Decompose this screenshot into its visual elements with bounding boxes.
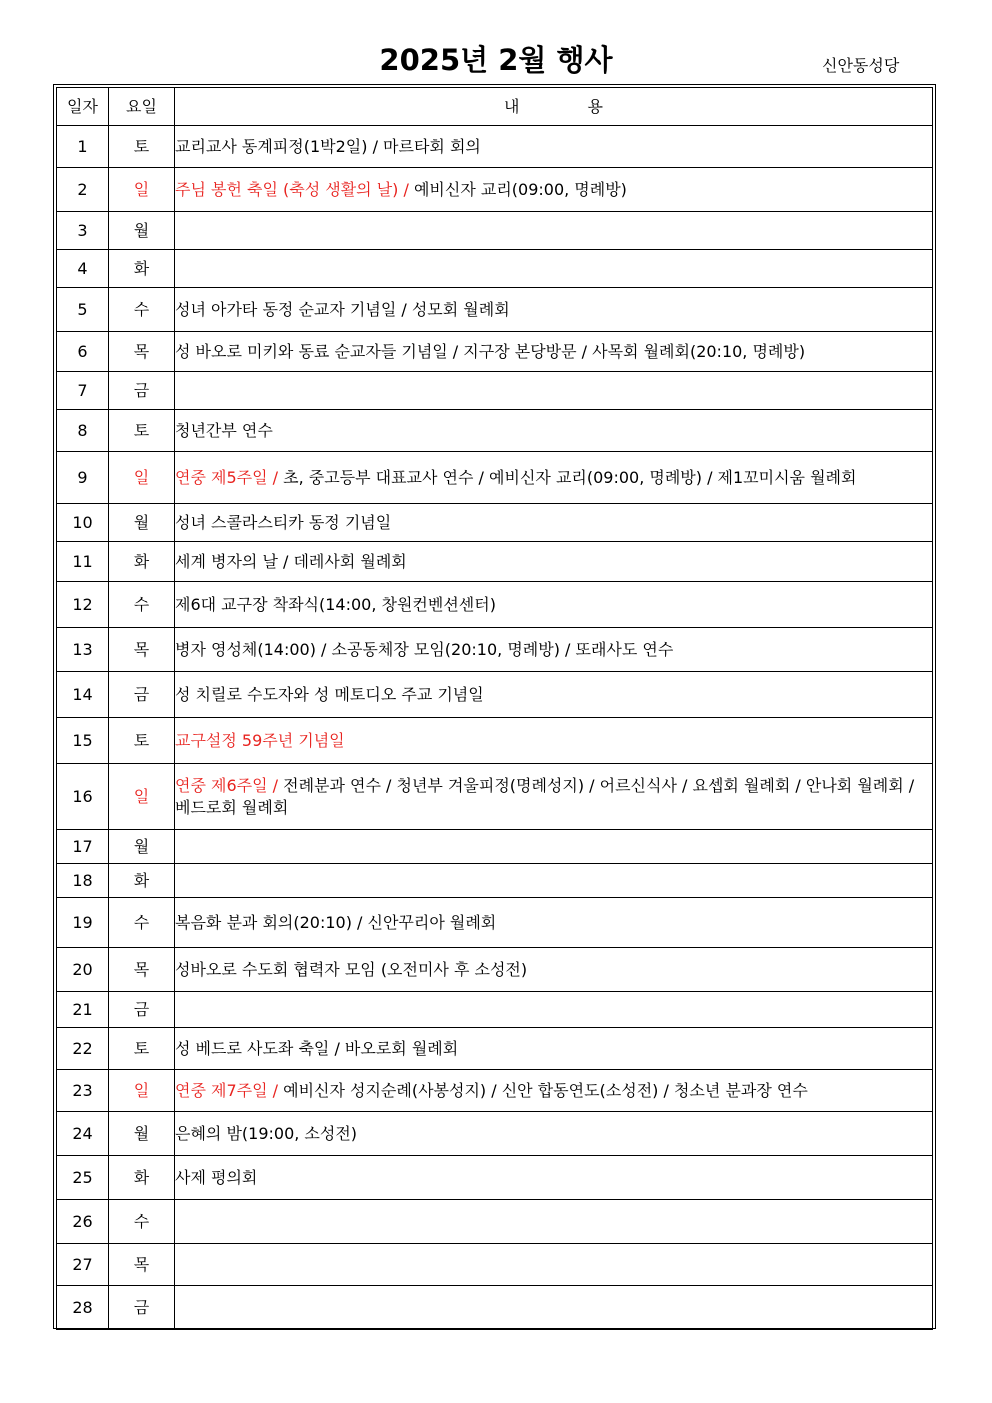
event-text: 제6대 교구장 착좌식(14:00, 창원컨벤션센터) xyxy=(175,594,496,614)
day-cell: 8 xyxy=(57,410,109,452)
day-cell: 4 xyxy=(57,250,109,288)
content-cell xyxy=(175,410,933,452)
weekday-cell: 일 xyxy=(109,168,175,212)
day-cell: 2 xyxy=(57,168,109,212)
weekday-cell: 일 xyxy=(109,1070,175,1112)
day-cell: 12 xyxy=(57,582,109,628)
schedule-table xyxy=(56,87,933,1330)
weekday-cell: 금 xyxy=(109,672,175,718)
weekday-cell: 월 xyxy=(109,1112,175,1156)
day-cell: 23 xyxy=(57,1070,109,1112)
day-cell: 21 xyxy=(57,992,109,1028)
day-cell: 13 xyxy=(57,628,109,672)
event-text: 은혜의 밤(19:00, 소성전) xyxy=(175,1123,358,1143)
content-cell xyxy=(175,718,933,764)
table-row xyxy=(57,504,933,542)
weekday-cell: 금 xyxy=(109,372,175,410)
weekday-cell: 월 xyxy=(109,830,175,864)
weekday-cell: 토 xyxy=(109,410,175,452)
day-cell: 10 xyxy=(57,504,109,542)
day-cell: 6 xyxy=(57,332,109,372)
weekday-cell: 일 xyxy=(109,764,175,830)
day-cell: 7 xyxy=(57,372,109,410)
day-cell: 9 xyxy=(57,452,109,504)
day-cell: 18 xyxy=(57,864,109,898)
event-text: 성바오로 수도회 협력자 모임 (오전미사 후 소성전) xyxy=(175,959,528,979)
content-cell xyxy=(175,628,933,672)
event-text: 성 바오로 미키와 동료 순교자들 기념일 / 지구장 본당방문 / 사목회 월례회(20:10, 명례방) xyxy=(175,341,806,361)
day-cell: 19 xyxy=(57,898,109,948)
content-cell xyxy=(175,830,933,864)
content-cell xyxy=(175,542,933,582)
table-row xyxy=(57,864,933,898)
table-row xyxy=(57,718,933,764)
highlight-text: 주님 봉헌 축일 (축성 생활의 날) / xyxy=(175,179,414,199)
highlight-text: 연중 제5주일 / xyxy=(175,467,284,487)
day-cell: 5 xyxy=(57,288,109,332)
table-row xyxy=(57,452,933,504)
day-cell: 22 xyxy=(57,1028,109,1070)
table-row xyxy=(57,672,933,718)
content-cell xyxy=(175,764,933,830)
day-cell: 3 xyxy=(57,212,109,250)
content-cell xyxy=(175,582,933,628)
highlight-text: 교구설정 59주년 기념일 xyxy=(175,730,345,750)
weekday-cell: 토 xyxy=(109,1028,175,1070)
weekday-cell: 일 xyxy=(109,452,175,504)
weekday-cell: 수 xyxy=(109,288,175,332)
header-weekday: 요일 xyxy=(109,88,175,126)
weekday-cell: 수 xyxy=(109,1200,175,1244)
header-content xyxy=(175,88,933,126)
content-cell xyxy=(175,1244,933,1286)
weekday-cell: 화 xyxy=(109,250,175,288)
table-row xyxy=(57,212,933,250)
content-cell xyxy=(175,126,933,168)
content-cell xyxy=(175,504,933,542)
content-cell xyxy=(175,1286,933,1330)
table-row xyxy=(57,126,933,168)
day-cell: 14 xyxy=(57,672,109,718)
table-row xyxy=(57,992,933,1028)
table-row xyxy=(57,410,933,452)
event-text: 예비신자 성지순례(사봉성지) / 신안 합동연도(소성전) / 청소년 분과장 연수 xyxy=(283,1080,808,1100)
weekday-cell: 목 xyxy=(109,332,175,372)
header-content-b: 용 xyxy=(587,96,603,116)
highlight-text: 연중 제7주일 / xyxy=(175,1080,284,1100)
table-row xyxy=(57,1286,933,1330)
table-row xyxy=(57,948,933,992)
weekday-cell: 월 xyxy=(109,504,175,542)
schedule-frame xyxy=(53,84,936,1329)
content-cell xyxy=(175,168,933,212)
content-cell xyxy=(175,1112,933,1156)
event-text: 사제 평의회 xyxy=(175,1167,258,1187)
event-text: 복음화 분과 회의(20:10) / 신안꾸리아 월례회 xyxy=(175,912,497,932)
table-row xyxy=(57,168,933,212)
table-row xyxy=(57,898,933,948)
weekday-cell: 화 xyxy=(109,1156,175,1200)
day-cell: 25 xyxy=(57,1156,109,1200)
table-row xyxy=(57,628,933,672)
day-cell: 26 xyxy=(57,1200,109,1244)
table-row xyxy=(57,1200,933,1244)
weekday-cell: 수 xyxy=(109,898,175,948)
table-row xyxy=(57,1244,933,1286)
weekday-cell: 목 xyxy=(109,1244,175,1286)
weekday-cell: 토 xyxy=(109,126,175,168)
event-text: 전례분과 연수 / 청년부 겨울피정(명례성지) / 어르신식사 / 요셉회 월례회 / 안나회 월례회 / 베드로회 월례회 xyxy=(175,775,915,817)
content-cell xyxy=(175,1200,933,1244)
weekday-cell: 수 xyxy=(109,582,175,628)
weekday-cell: 금 xyxy=(109,992,175,1028)
day-cell: 20 xyxy=(57,948,109,992)
highlight-text: 연중 제6주일 / xyxy=(175,775,284,795)
table-row xyxy=(57,1112,933,1156)
table-row xyxy=(57,332,933,372)
day-cell: 17 xyxy=(57,830,109,864)
table-row xyxy=(57,1028,933,1070)
weekday-cell: 금 xyxy=(109,1286,175,1330)
table-row xyxy=(57,764,933,830)
header-day: 일자 xyxy=(57,88,109,126)
event-text: 교리교사 동계피정(1박2일) / 마르타회 회의 xyxy=(175,136,481,156)
weekday-cell: 화 xyxy=(109,542,175,582)
event-text: 세계 병자의 날 / 데레사회 월례회 xyxy=(175,551,407,571)
parish-name: 신안동성당 xyxy=(822,56,900,75)
weekday-cell: 목 xyxy=(109,948,175,992)
day-cell: 1 xyxy=(57,126,109,168)
day-cell: 28 xyxy=(57,1286,109,1330)
weekday-cell: 화 xyxy=(109,864,175,898)
content-cell xyxy=(175,898,933,948)
schedule-body xyxy=(57,126,933,1330)
content-cell xyxy=(175,332,933,372)
content-cell xyxy=(175,992,933,1028)
day-cell: 27 xyxy=(57,1244,109,1286)
table-row xyxy=(57,1070,933,1112)
event-text: 병자 영성체(14:00) / 소공동체장 모임(20:10, 명례방) / 또래사도 연수 xyxy=(175,639,674,659)
event-text: 초, 중고등부 대표교사 연수 / 예비신자 교리(09:00, 명례방) / 제1꼬미시움 월례회 xyxy=(283,467,857,487)
event-text: 성 치릴로 수도자와 성 메토디오 주교 기념일 xyxy=(175,684,484,704)
event-text: 성 베드로 사도좌 축일 / 바오로회 월례회 xyxy=(175,1038,459,1058)
content-cell xyxy=(175,948,933,992)
event-text: 성녀 아가타 동정 순교자 기념일 / 성모회 월례회 xyxy=(175,299,510,319)
content-cell xyxy=(175,250,933,288)
day-cell: 11 xyxy=(57,542,109,582)
day-cell: 16 xyxy=(57,764,109,830)
event-text: 청년간부 연수 xyxy=(175,420,273,440)
table-row xyxy=(57,250,933,288)
table-row xyxy=(57,372,933,410)
weekday-cell: 월 xyxy=(109,212,175,250)
content-cell xyxy=(175,864,933,898)
table-row xyxy=(57,830,933,864)
content-cell xyxy=(175,1070,933,1112)
weekday-cell: 목 xyxy=(109,628,175,672)
event-text: 예비신자 교리(09:00, 명례방) xyxy=(413,179,627,199)
event-text: 성녀 스콜라스티카 동정 기념일 xyxy=(175,512,392,532)
content-cell xyxy=(175,1028,933,1070)
table-row xyxy=(57,542,933,582)
table-row xyxy=(57,1156,933,1200)
content-cell xyxy=(175,672,933,718)
day-cell: 24 xyxy=(57,1112,109,1156)
weekday-cell: 토 xyxy=(109,718,175,764)
content-cell xyxy=(175,212,933,250)
header-row xyxy=(57,88,933,126)
page-title: 2025년 2월 행사 xyxy=(379,43,613,77)
table-row xyxy=(57,288,933,332)
content-cell xyxy=(175,372,933,410)
header-content-a: 내 xyxy=(504,96,520,116)
day-cell: 15 xyxy=(57,718,109,764)
content-cell xyxy=(175,452,933,504)
content-cell xyxy=(175,1156,933,1200)
content-cell xyxy=(175,288,933,332)
table-row xyxy=(57,582,933,628)
